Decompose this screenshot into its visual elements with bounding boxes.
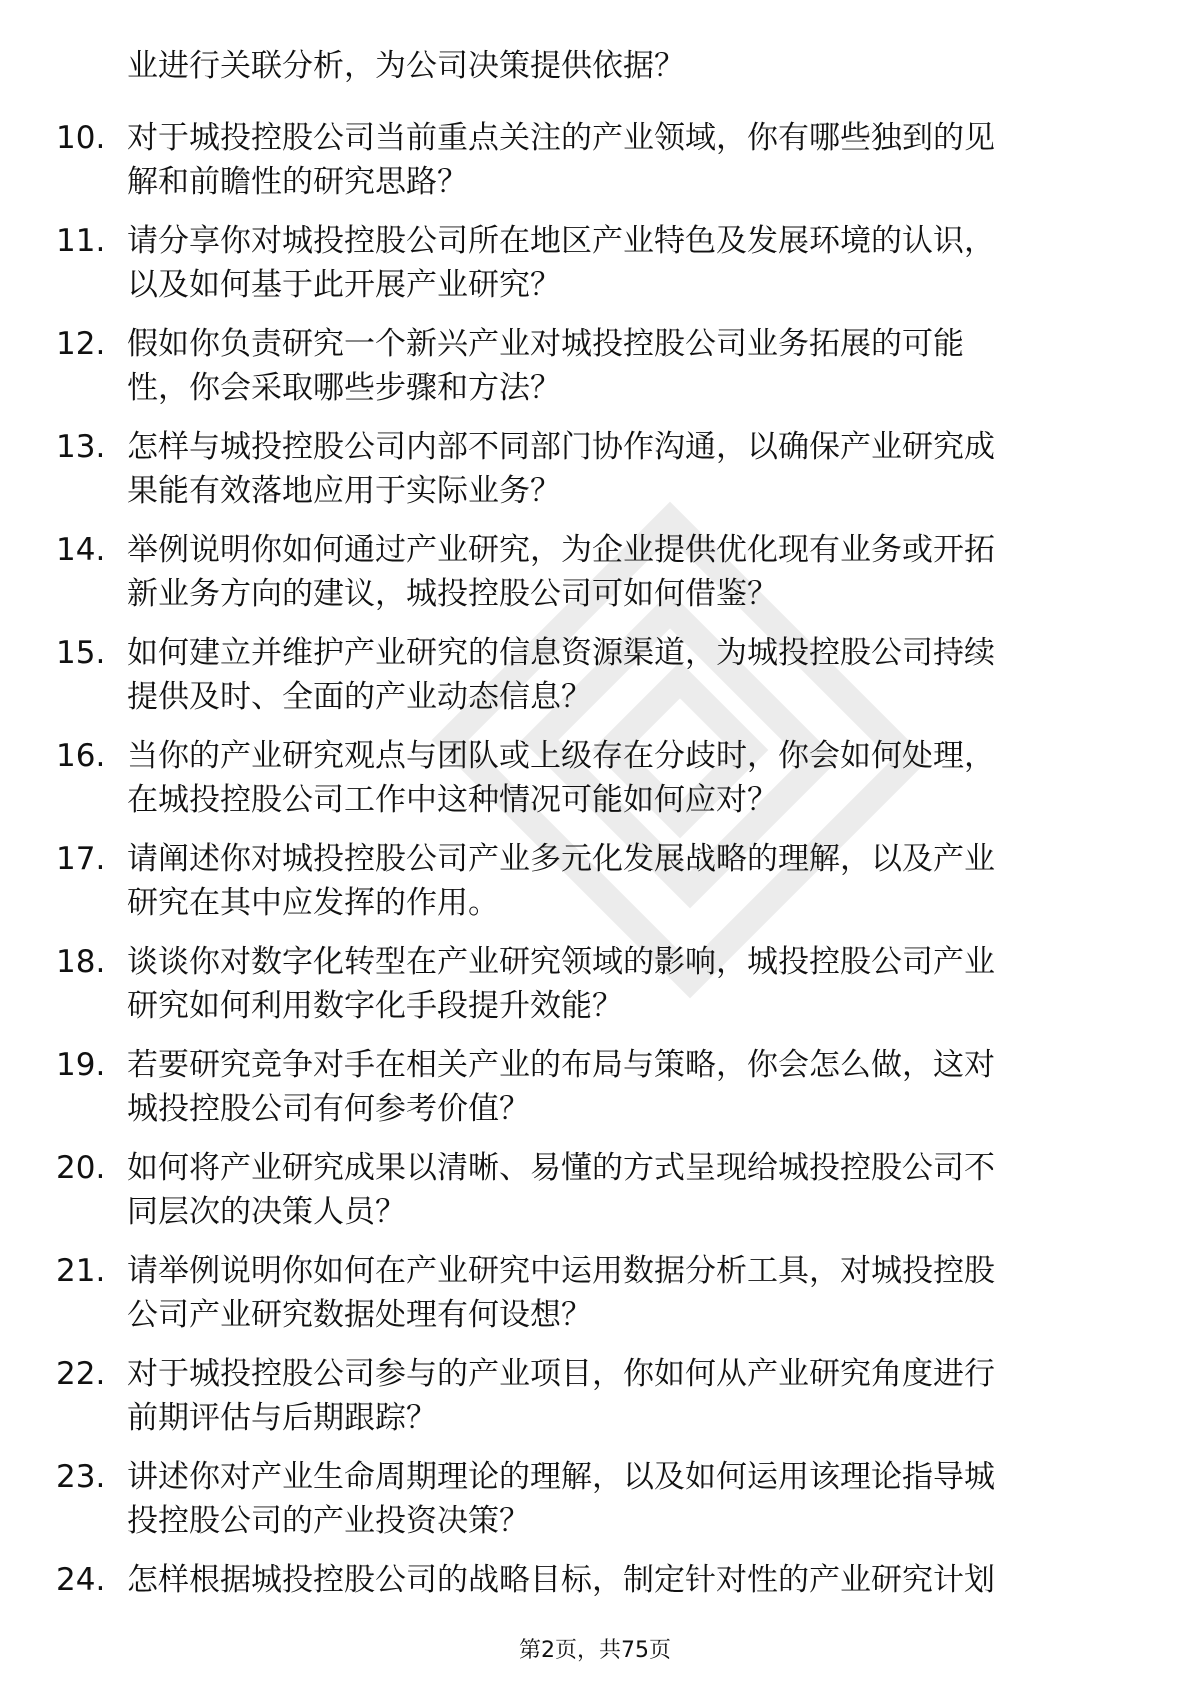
list-item bbox=[0, 1455, 1190, 1558]
list-item bbox=[0, 219, 1190, 322]
question-line: 请阐述你对城投控股公司产业多元化发展战略的理解，以及产业 bbox=[127, 841, 995, 877]
list-item bbox=[0, 631, 1190, 734]
question-line: 若要研究竞争对手在相关产业的布局与策略，你会怎么做，这对 bbox=[127, 1047, 995, 1083]
continuation-line: 业进行关联分析，为公司决策提供依据？ bbox=[127, 48, 685, 84]
question-number: 17. bbox=[56, 841, 106, 877]
question-line: 提供及时、全面的产业动态信息？ bbox=[127, 679, 592, 715]
question-line: 果能有效落地应用于实际业务？ bbox=[127, 473, 561, 509]
question-text bbox=[127, 219, 1117, 307]
question-list bbox=[0, 116, 1190, 1661]
page-footer: 第2页，共75页 bbox=[519, 1638, 671, 1663]
list-item bbox=[0, 528, 1190, 631]
question-line: 研究在其中应发挥的作用。 bbox=[127, 885, 499, 921]
question-text bbox=[127, 1455, 1117, 1543]
question-line: 在城投控股公司工作中这种情况可能如何应对？ bbox=[127, 782, 778, 818]
question-line: 对于城投控股公司当前重点关注的产业领域，你有哪些独到的见 bbox=[127, 120, 995, 156]
question-number: 16. bbox=[56, 738, 106, 774]
question-line: 谈谈你对数字化转型在产业研究领域的影响，城投控股公司产业 bbox=[127, 944, 995, 980]
question-line: 如何将产业研究成果以清晰、易懂的方式呈现给城投控股公司不 bbox=[127, 1150, 995, 1186]
question-text bbox=[127, 940, 1117, 1028]
question-number: 22. bbox=[56, 1356, 106, 1392]
question-line: 前期评估与后期跟踪？ bbox=[127, 1400, 437, 1436]
question-text bbox=[127, 528, 1117, 616]
question-number: 12. bbox=[56, 326, 106, 362]
question-line: 解和前瞻性的研究思路？ bbox=[127, 164, 468, 200]
question-text bbox=[127, 734, 1117, 822]
list-item bbox=[0, 940, 1190, 1043]
question-line: 性，你会采取哪些步骤和方法？ bbox=[127, 370, 561, 406]
list-item bbox=[0, 734, 1190, 837]
question-text bbox=[127, 631, 1117, 719]
question-line: 如何建立并维护产业研究的信息资源渠道，为城投控股公司持续 bbox=[127, 635, 995, 671]
question-line: 当你的产业研究观点与团队或上级存在分歧时，你会如何处理， bbox=[127, 738, 995, 774]
question-text bbox=[127, 1249, 1117, 1337]
question-number: 20. bbox=[56, 1150, 106, 1186]
question-text bbox=[127, 116, 1117, 204]
question-line: 研究如何利用数字化手段提升效能？ bbox=[127, 988, 623, 1024]
list-item bbox=[0, 837, 1190, 940]
question-number: 21. bbox=[56, 1253, 106, 1289]
question-line: 同层次的决策人员？ bbox=[127, 1194, 406, 1230]
question-line: 讲述你对产业生命周期理论的理解，以及如何运用该理论指导城 bbox=[127, 1459, 995, 1495]
question-line: 城投控股公司有何参考价值？ bbox=[127, 1091, 530, 1127]
question-text bbox=[127, 322, 1117, 410]
question-text bbox=[127, 837, 1117, 925]
question-text bbox=[127, 1558, 1117, 1602]
question-line: 举例说明你如何通过产业研究，为企业提供优化现有业务或开拓 bbox=[127, 532, 995, 568]
question-line: 请分享你对城投控股公司所在地区产业特色及发展环境的认识， bbox=[127, 223, 995, 259]
list-item bbox=[0, 425, 1190, 528]
question-line: 公司产业研究数据处理有何设想？ bbox=[127, 1297, 592, 1333]
question-line: 假如你负责研究一个新兴产业对城投控股公司业务拓展的可能 bbox=[127, 326, 964, 362]
question-number: 14. bbox=[56, 532, 106, 568]
question-number: 10. bbox=[56, 120, 106, 156]
list-item bbox=[0, 1043, 1190, 1146]
question-number: 13. bbox=[56, 429, 106, 465]
question-line: 请举例说明你如何在产业研究中运用数据分析工具，对城投控股 bbox=[127, 1253, 995, 1289]
question-number: 15. bbox=[56, 635, 106, 671]
list-item bbox=[0, 1249, 1190, 1352]
question-number: 24. bbox=[56, 1562, 106, 1598]
question-line: 新业务方向的建议，城投控股公司可如何借鉴？ bbox=[127, 576, 778, 612]
question-line: 以及如何基于此开展产业研究？ bbox=[127, 267, 561, 303]
question-number: 19. bbox=[56, 1047, 106, 1083]
list-item bbox=[0, 116, 1190, 219]
question-line: 投控股公司的产业投资决策？ bbox=[127, 1503, 530, 1539]
list-item bbox=[0, 1352, 1190, 1455]
question-text bbox=[127, 1043, 1117, 1131]
question-text bbox=[127, 1146, 1117, 1234]
question-number: 11. bbox=[56, 223, 106, 259]
question-number: 18. bbox=[56, 944, 106, 980]
question-text bbox=[127, 1352, 1117, 1440]
question-text bbox=[127, 425, 1117, 513]
list-item bbox=[0, 1146, 1190, 1249]
list-item bbox=[0, 322, 1190, 425]
question-line: 怎样与城投控股公司内部不同部门协作沟通，以确保产业研究成 bbox=[127, 429, 995, 465]
question-number: 23. bbox=[56, 1459, 106, 1495]
question-line: 对于城投控股公司参与的产业项目，你如何从产业研究角度进行 bbox=[127, 1356, 995, 1392]
question-line: 怎样根据城投控股公司的战略目标，制定针对性的产业研究计划 bbox=[127, 1562, 995, 1598]
